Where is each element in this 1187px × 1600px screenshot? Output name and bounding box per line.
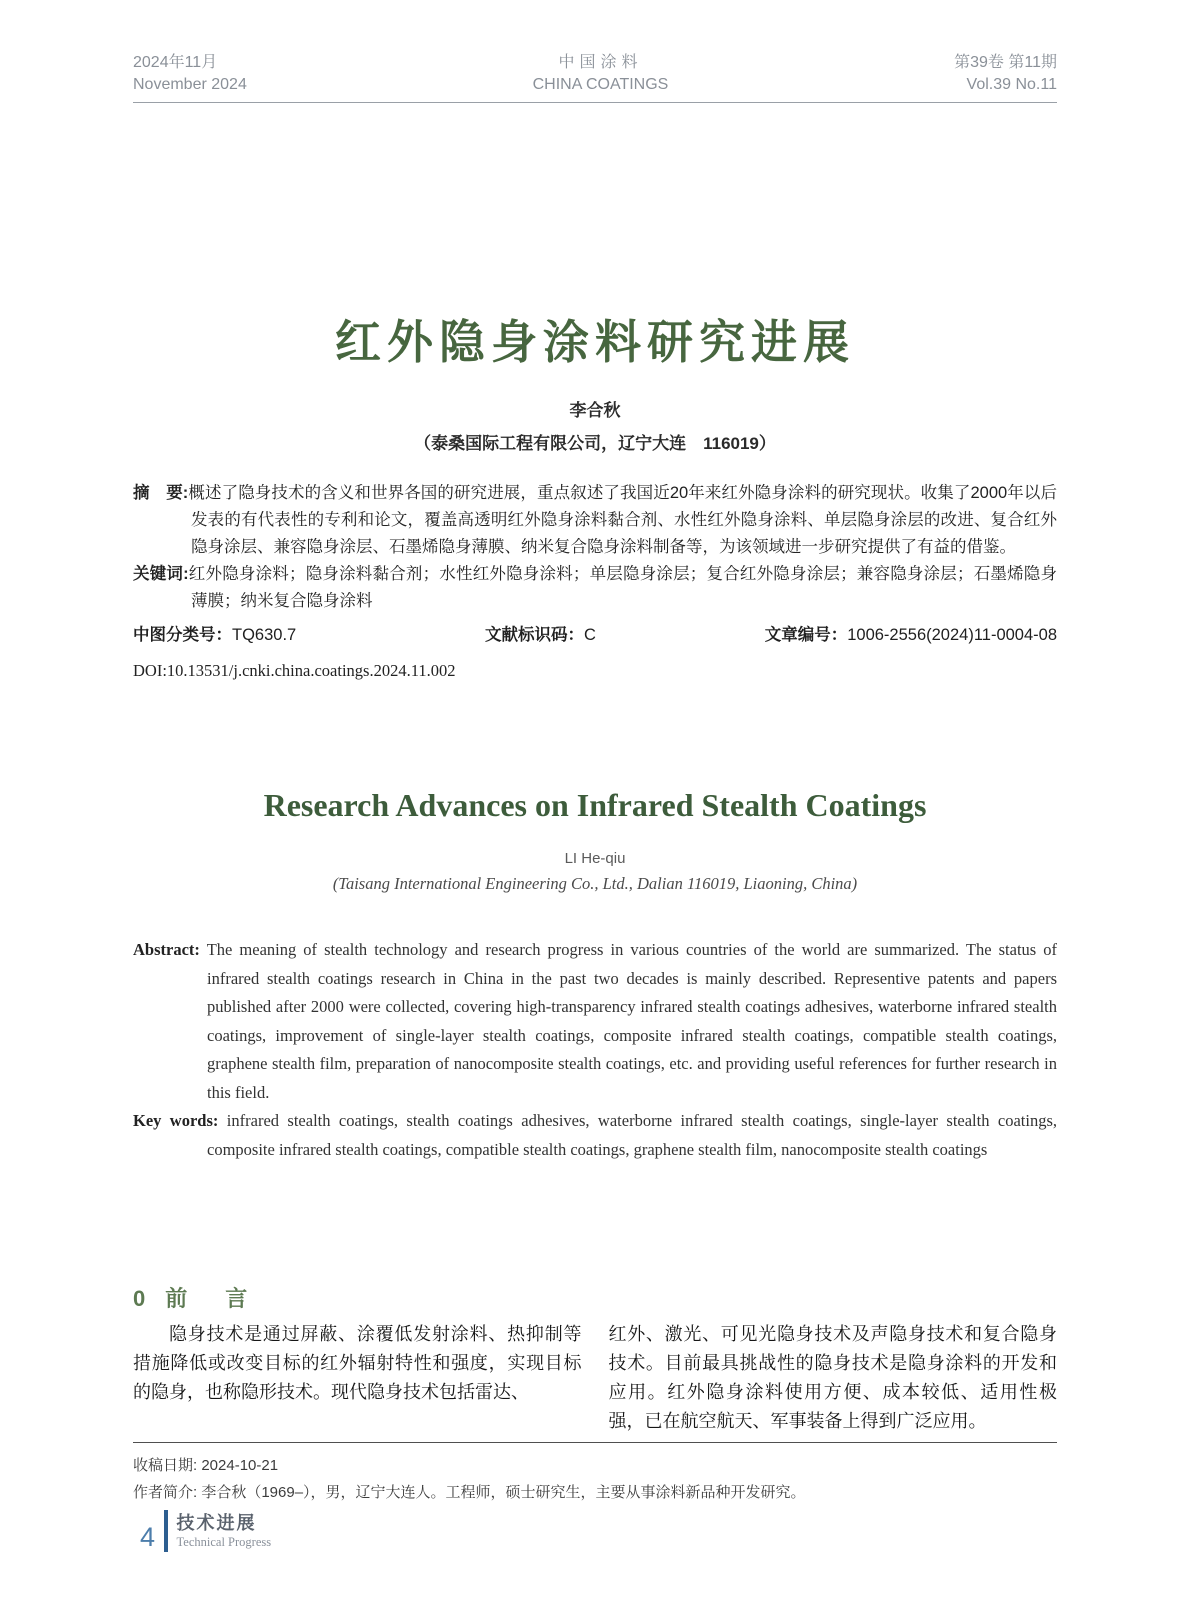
affiliation-en: (Taisang International Engineering Co., Ltd., Dalian 116019, Liaoning, China) bbox=[332, 874, 858, 894]
abstract-text-zh: 概述了隐身技术的含义和世界各国的研究进展，重点叙述了我国近20年来红外隐身涂料的研究现状。收集了2000年以后发表的有代表性的专利和论文，覆盖高透明红外隐身涂料黏合剂、水性红外隐身涂料、单层隐身涂层的改进、复合红外隐身涂层、兼容隐身涂层、石墨烯隐身薄膜、纳米复合隐身涂料制备等，为该领域进一步研究提供了有益的借鉴。 bbox=[188, 484, 1057, 557]
abstract-text-en: The meaning of stealth technology and research progress in various countries of the world are summarized. The status of infrared stealth coatings research in China in the past two decades is mainly described. Representive patents and papers published after 2000 were collected, covering high-transparency infrared stealth coatings adhesives, waterborne infrared stealth coatings, improvement of single-layer stealth coatings, composite infrared stealth coatings, compatible stealth coatings, graphene stealth film, preparation of nanocomposite stealth coatings, etc. and providing useful references for further research in this field. bbox=[206, 940, 1058, 1102]
footnote-divider bbox=[133, 1442, 1057, 1443]
author-name-en: LI He-qiu bbox=[564, 850, 626, 868]
column-name-zh: 技术进展 bbox=[176, 1513, 257, 1533]
document-code-value: C bbox=[584, 626, 596, 645]
footer-divider-bar bbox=[164, 1510, 168, 1552]
journal-header bbox=[133, 52, 1057, 103]
document-code bbox=[485, 622, 596, 649]
author-bio-line bbox=[133, 1479, 1057, 1506]
body-columns bbox=[133, 1286, 1057, 1436]
clc-label: 中图分类号： bbox=[133, 626, 232, 645]
article-id bbox=[765, 622, 1057, 649]
doi: DOI:10.13531/j.cnki.china.coatings.2024.11.002 bbox=[133, 661, 456, 681]
received-date-line bbox=[133, 1452, 1057, 1479]
section-title: 前 言 bbox=[165, 1286, 256, 1312]
volume-issue-zh: 第39卷 第11期 bbox=[954, 54, 1057, 71]
journal-name-zh: 中国涂料 bbox=[558, 54, 643, 71]
keywords-zh bbox=[133, 561, 1057, 615]
article-meta-row bbox=[133, 622, 1057, 649]
author-bio-label: 作者简介: bbox=[133, 1484, 202, 1502]
abstract-zh bbox=[133, 480, 1057, 561]
body-paragraph-left: 隐身技术是通过屏蔽、涂覆低发射涂料、热抑制等措施降低或改变目标的红外辐射特性和强度，实现目标的隐身，也称隐形技术。现代隐身技术包括雷达、 bbox=[133, 1324, 582, 1403]
received-date-label: 收稿日期: bbox=[133, 1457, 202, 1475]
header-date-en: November 2024 bbox=[133, 76, 247, 93]
page-footer bbox=[140, 1510, 271, 1552]
section-number: 0 bbox=[133, 1286, 146, 1312]
journal-name-en: CHINA COATINGS bbox=[532, 76, 669, 93]
received-date-value: 2024-10-21 bbox=[201, 1457, 279, 1475]
article-title-zh: 红外隐身涂料研究进展 bbox=[335, 316, 855, 368]
header-volume-issue bbox=[954, 52, 1057, 96]
affiliation-zh: （泰桑国际工程有限公司，辽宁大连 116019） bbox=[414, 434, 776, 454]
article-id-label: 文章编号： bbox=[764, 626, 848, 645]
keywords-text-en: infrared stealth coatings, stealth coatings adhesives, waterborne infrared stealth coatings, single-layer stealth coatings, composite infrared stealth coatings, compatible stealth coatings, graphene stealth film, nanocomposite stealth coatings bbox=[207, 1111, 1057, 1159]
clc-value: TQ630.7 bbox=[232, 626, 297, 645]
section-heading bbox=[133, 1286, 582, 1312]
page-number: 4 bbox=[140, 1522, 156, 1552]
header-issue-date bbox=[133, 52, 247, 96]
abstract-en bbox=[133, 936, 1057, 1107]
article-id-value: 1006-2556(2024)11-0004-08 bbox=[847, 626, 1057, 645]
keywords-label-en: Key words: bbox=[133, 1111, 219, 1131]
keywords-label-zh: 关键词: bbox=[133, 565, 189, 584]
column-name-en: Technical Progress bbox=[176, 1535, 272, 1549]
volume-issue-en: Vol.39 No.11 bbox=[966, 76, 1057, 93]
column-section-name bbox=[177, 1512, 272, 1550]
keywords-en bbox=[133, 1107, 1057, 1164]
author-name-zh: 李合秋 bbox=[569, 401, 621, 421]
document-code-label: 文献标识码： bbox=[485, 626, 584, 645]
footnote-block bbox=[133, 1452, 1057, 1506]
header-date-zh: 2024年11月 bbox=[133, 54, 218, 71]
body-column-right bbox=[609, 1286, 1058, 1436]
clc-number bbox=[133, 626, 296, 644]
author-bio-value: 李合秋（1969–），男，辽宁大连人。工程师，硕士研究生，主要从事涂料新品种开发研究。 bbox=[201, 1484, 806, 1502]
article-title-en: Research Advances on Infrared Stealth Coatings bbox=[263, 787, 927, 824]
abstract-label-en: Abstract: bbox=[133, 940, 200, 960]
header-journal-name bbox=[533, 52, 669, 96]
body-column-left bbox=[133, 1286, 582, 1436]
abstract-label-zh: 摘 要: bbox=[133, 484, 189, 503]
keywords-text-zh: 红外隐身涂料；隐身涂料黏合剂；水性红外隐身涂料；单层隐身涂层；复合红外隐身涂层；兼容隐身涂层；石墨烯隐身薄膜；纳米复合隐身涂料 bbox=[188, 565, 1058, 611]
body-paragraph-right: 红外、激光、可见光隐身技术及声隐身技术和复合隐身技术。目前最具挑战性的隐身技术是隐身涂料的开发和应用。红外隐身涂料使用方便、成本较低、适用性极强，已在航空航天、军事装备上得到广泛应用。 bbox=[608, 1324, 1057, 1432]
